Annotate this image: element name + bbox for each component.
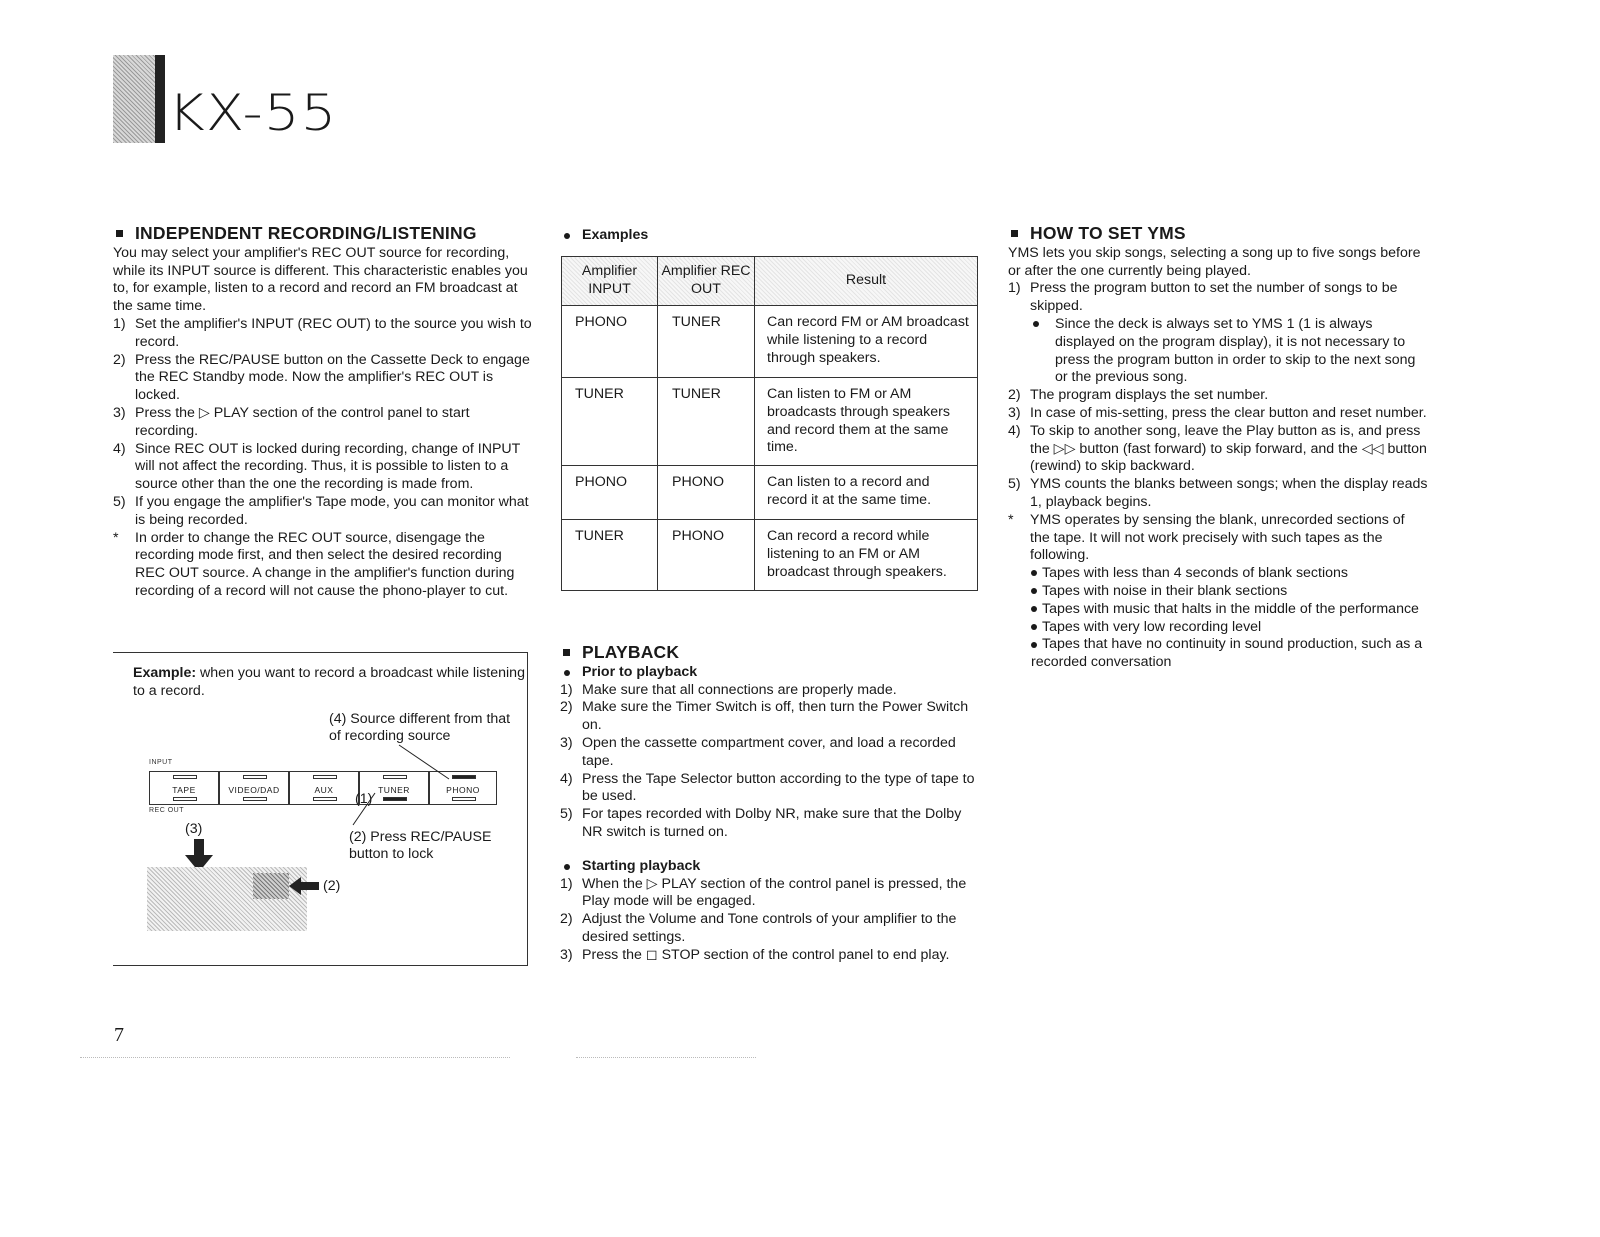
table-cell: Can record FM or AM broadcast while listening to a record through speakers. (755, 306, 978, 378)
input-label: INPUT (149, 759, 173, 766)
aux-selector-button: AUX (289, 771, 359, 805)
column-header: Amplifier INPUT (562, 257, 658, 306)
list-item: Tapes with very low recording level (1008, 619, 1428, 637)
section-heading: HOW TO SET YMS (1008, 225, 1428, 243)
round-bullet-icon (1033, 321, 1039, 327)
list-item: 3) Open the cassette compartment cover, and load a recorded tape. (560, 734, 956, 769)
list-item: 3) Press the ◻ STOP section of the control panel to end play. (560, 946, 950, 963)
list-item: Tapes with music that halts in the middle of the performance (1008, 601, 1428, 619)
logo-bar (155, 55, 165, 143)
tuner-selector-button: TUNER (359, 771, 429, 805)
table-cell: TUNER (562, 520, 658, 590)
list-item: 2) Press the REC/PAUSE button on the Cassette Deck to engage the REC Standby mode. Now the amplifier's REC OUT is locked. (113, 351, 530, 404)
round-bullet-icon (564, 864, 570, 870)
list-item: 1) Set the amplifier's INPUT (REC OUT) to the source you wish to record. (113, 315, 532, 350)
table-cell: TUNER (658, 378, 755, 466)
column-header: Amplifier REC OUT (658, 257, 755, 306)
list-item: 5) If you engage the amplifier's Tape mode, you can monitor what is being recorded. (113, 493, 529, 528)
list-item: 3) Press the ▷ PLAY section of the control panel to start recording. (113, 404, 470, 439)
list-item: 1) When the ▷ PLAY section of the control panel is pressed, the Play mode will be engaged. (560, 875, 967, 910)
section-heading: INDEPENDENT RECORDING/LISTENING (113, 225, 533, 243)
column-header: Result (755, 257, 978, 306)
intro-paragraph: You may select your amplifier's REC OUT source for recording, while its INPUT source is different. This characteristic enables you to, for example, listen to a record and record an FM broadcast at the same time. (113, 244, 528, 315)
list-item: Tapes with noise in their blank sections (1008, 583, 1428, 601)
table-cell: TUNER (562, 378, 658, 466)
left-arrow-icon (289, 877, 319, 895)
table-cell: Can listen to a record and record it at the same time. (755, 466, 978, 520)
table-cell: PHONO (658, 520, 755, 590)
video-dad-selector-button: VIDEO/DAD (219, 771, 289, 805)
table-cell: PHONO (658, 466, 755, 520)
annotation-2: (2) Press REC/PAUSE button to lock (349, 829, 492, 862)
list-item: 1) Make sure that all connections are properly made. (560, 681, 897, 698)
table-cell: Can listen to FM or AM broadcasts through speakers and record them at the same time. (755, 378, 978, 466)
example-caption: Example: when you want to record a broadcast while listening to a record. (133, 665, 525, 699)
phono-selector-button: PHONO (429, 771, 497, 805)
examples-table (561, 256, 978, 591)
table-cell: PHONO (562, 466, 658, 520)
annotation-2b: (2) (323, 878, 341, 894)
subheading: Starting playback (560, 858, 980, 876)
section-heading: PLAYBACK (560, 644, 980, 662)
examples-section (560, 225, 980, 245)
model-title: KX-55 (168, 84, 338, 142)
list-item: Tapes with less than 4 seconds of blank sections (1008, 565, 1428, 583)
square-bullet-icon (563, 649, 570, 656)
round-bullet-icon (564, 670, 570, 676)
example-box (113, 652, 528, 966)
table-cell: Can record a record while listening to an FM or AM broadcast through speakers. (755, 520, 978, 590)
round-bullet-icon (564, 233, 570, 239)
examples-heading: Examples (560, 227, 980, 245)
independent-recording-section (113, 225, 533, 601)
list-item: 2) Make sure the Timer Switch is off, then turn the Power Switch on. (560, 699, 969, 734)
list-item: 3) In case of mis-setting, press the clear button and reset number. (1008, 404, 1427, 421)
note-item: * YMS operates by sensing the blank, unrecorded sections of the tape. It will not work precisely with such tapes as the following. (1008, 511, 1405, 564)
list-item: Tapes that have no continuity in sound production, such as a recorded conversation (1031, 636, 1423, 671)
annotation-3: (3) (185, 821, 203, 837)
list-item: 4) Press the Tape Selector button according to the type of tape to be used. (560, 770, 975, 805)
page-number: 7 (114, 1024, 124, 1046)
list-item: 4) Since REC OUT is locked during recording, change of INPUT will not affect the recording. Thus, it is possible to listen to a source other than the one the recording is made from. (113, 440, 521, 493)
scan-artifact (576, 1057, 756, 1058)
rec-pause-button-drawing (253, 873, 289, 899)
bullet-note: Since the deck is always set to YMS 1 (1 is always displayed on the program display), it is not necessary to press the program button in order to skip to the next song or the previous song. (1008, 316, 1428, 387)
list-item: 1) Press the program button to set the number of songs to be skipped. (1008, 280, 1398, 315)
yms-section (1008, 225, 1428, 672)
list-item: 5) For tapes recorded with Dolby NR, make sure that the Dolby NR switch is turned on. (560, 806, 962, 840)
annotation-1: (1) (355, 791, 373, 807)
playback-section (560, 644, 980, 965)
table-row (562, 520, 978, 590)
rec-out-label: REC OUT (149, 807, 184, 814)
list-item: 2) The program displays the set number. (1008, 387, 1269, 404)
list-item: 4) To skip to another song, leave the Play button as is, and press the ▷▷ button (fast forward) to skip forward, and the ◁◁ button (rewind) to skip backward. (1008, 422, 1427, 475)
table-row (562, 466, 978, 520)
tape-selector-button: TAPE (149, 771, 219, 805)
square-bullet-icon (116, 230, 123, 237)
square-bullet-icon (1011, 230, 1018, 237)
note-item: * In order to change the REC OUT source, disengage the recording mode first, and then select the desired recording REC OUT source. A change in the amplifier's function during recording of a record will not cause the phono-player to cut. (113, 529, 515, 599)
table-cell: TUNER (658, 306, 755, 378)
table-header-row (562, 257, 978, 306)
table-row (562, 306, 978, 378)
list-item: 5) YMS counts the blanks between songs; when the display reads 1, playback begins. (1008, 476, 1428, 510)
subheading: Prior to playback (560, 664, 980, 682)
annotation-4: (4) Source different from that of recording source (329, 711, 511, 744)
table-cell: PHONO (562, 306, 658, 378)
intro-paragraph: YMS lets you skip songs, selecting a song up to five songs before or after the one currently being played. (1008, 244, 1421, 279)
list-item: 2) Adjust the Volume and Tone controls of your amplifier to the desired settings. (560, 911, 957, 945)
logo-pattern (113, 55, 159, 143)
scan-artifact (80, 1057, 510, 1058)
table-row (562, 378, 978, 466)
